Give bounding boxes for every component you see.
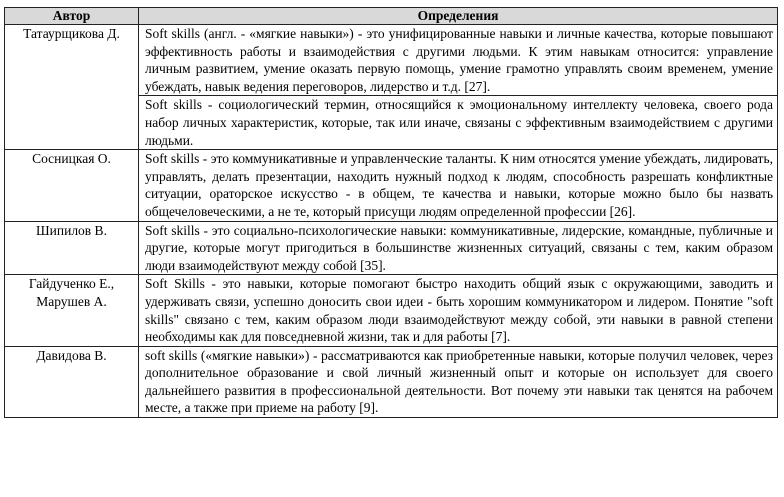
author-cell: Гайдученко Е., Марушев А. [5, 275, 139, 346]
author-cell: Сосницкая О. [5, 150, 139, 221]
author-cell: Давидова В. [5, 346, 139, 417]
header-author: Автор [5, 8, 139, 25]
author-cell: Татаурщикова Д. [5, 25, 139, 150]
table-row [5, 150, 778, 221]
table-row [5, 25, 778, 96]
definition-cell: Soft skills - социологический термин, относящийся к эмоциональному интеллекту человека, своего рода набор личных характеристик, которые, так или иначе, связаны с эффективным взаимодействием с другими людьми. [139, 96, 778, 150]
definitions-table [4, 7, 778, 418]
table-row [5, 346, 778, 417]
definition-cell: Soft skills - это коммуникативные и управленческие таланты. К ним относятся умение убеждать, лидировать, управлять, делать презентации, находить нужный подход к людям, способность разрешать конфликтные ситуации, ораторское искусство - в общем, те качества и навыки, которые можно было бы назвать общечеловеческими, а не те, который присущи людям определенной профессии [26]. [139, 150, 778, 221]
table-row [5, 275, 778, 346]
author-cell: Шипилов В. [5, 221, 139, 275]
definition-cell: Soft Skills - это навыки, которые помогают быстро находить общий язык с окружающими, заводить и удерживать связи, успешно доносить свои идеи - быть хорошим коммуникатором и лидером. Понятие "soft skills" связано с тем, каким образом люди взаимодействуют между собой, эти навыки в равной степени необходимы как для повседневной жизни, так и для работы [7]. [139, 275, 778, 346]
header-row [5, 8, 778, 25]
table-row [5, 221, 778, 275]
definition-cell: soft skills («мягкие навыки») - рассматриваются как приобретенные навыки, которые получил человек, через дополнительное образование и свой личный жизненный опыт и которые он использует для своего дальнейшего развития в профессиональной деятельности. Вот почему эти навыки так ценятся на рабочем месте, а также при приеме на работу [9]. [139, 346, 778, 417]
header-definition: Определения [139, 8, 778, 25]
definition-cell: Soft skills - это социально-психологические навыки: коммуникативные, лидерские, командные, публичные и другие, которые могут пригодиться в большинстве жизненных ситуаций, связаны с тем, каким образом люди взаимодействуют между собой [35]. [139, 221, 778, 275]
definition-cell: Soft skills (англ. - «мягкие навыки») - это унифицированные навыки и личные качества, которые повышают эффективность работы и взаимодействия с другими людьми. К этим навыкам относится: управление личным развитием, умение оказать первую помощь, умение грамотно управлять своим временем, умение убеждать, навык ведения переговоров, лидерство и т.д. [27]. [139, 25, 778, 96]
